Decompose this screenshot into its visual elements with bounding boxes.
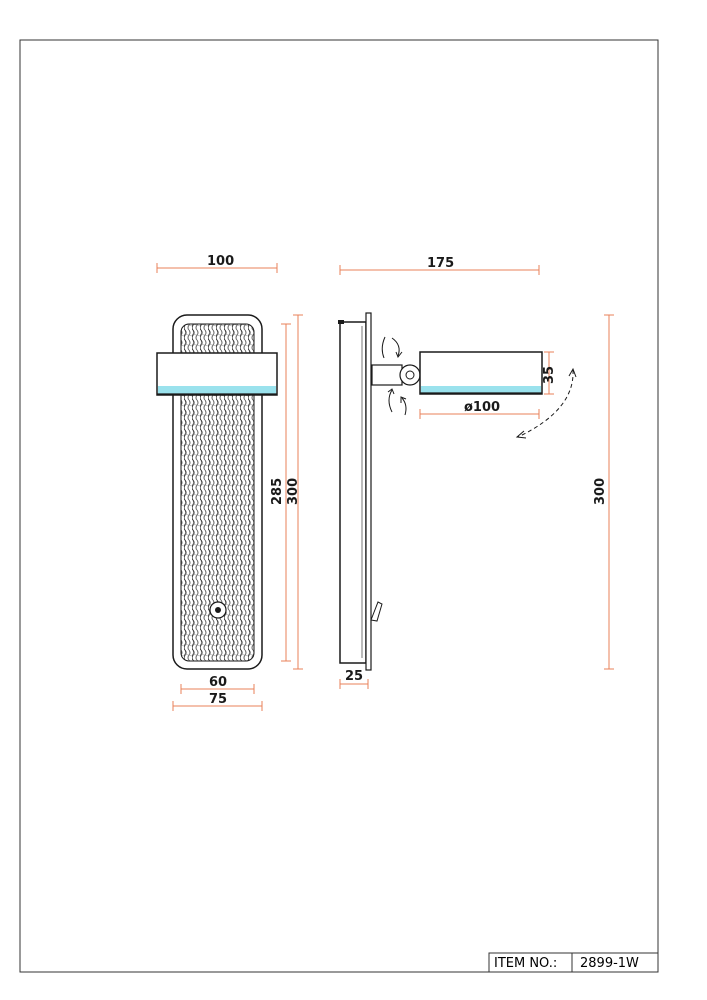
dim-height-300-front: 300 [286,477,301,505]
side-lamp-lens [421,386,541,393]
front-view [157,315,277,669]
dim-projection-175: 175 [427,256,455,271]
dim-width-75: 75 [209,692,228,707]
side-arm [372,365,402,385]
dim-height-285: 285 [270,477,285,505]
pivot-joint-icon [400,365,420,385]
item-number-value: 2899-1W [580,956,639,971]
item-number-label: ITEM NO.: [494,956,558,971]
dim-head-height-35: 35 [542,365,557,384]
drawing-frame [20,40,658,972]
side-view [338,313,576,670]
rotation-arrow-icon [392,338,399,356]
side-front-edge [366,313,371,670]
dim-width-100: 100 [207,254,235,269]
title-block [489,953,658,972]
dim-diameter-100: ø100 [464,400,501,415]
dim-width-60: 60 [209,675,228,690]
dim-height-300-side: 300 [593,477,608,505]
side-switch-icon [371,602,382,621]
front-lamp-lens [158,386,276,394]
dim-depth-25: 25 [345,669,364,684]
side-dimensions [340,265,614,689]
